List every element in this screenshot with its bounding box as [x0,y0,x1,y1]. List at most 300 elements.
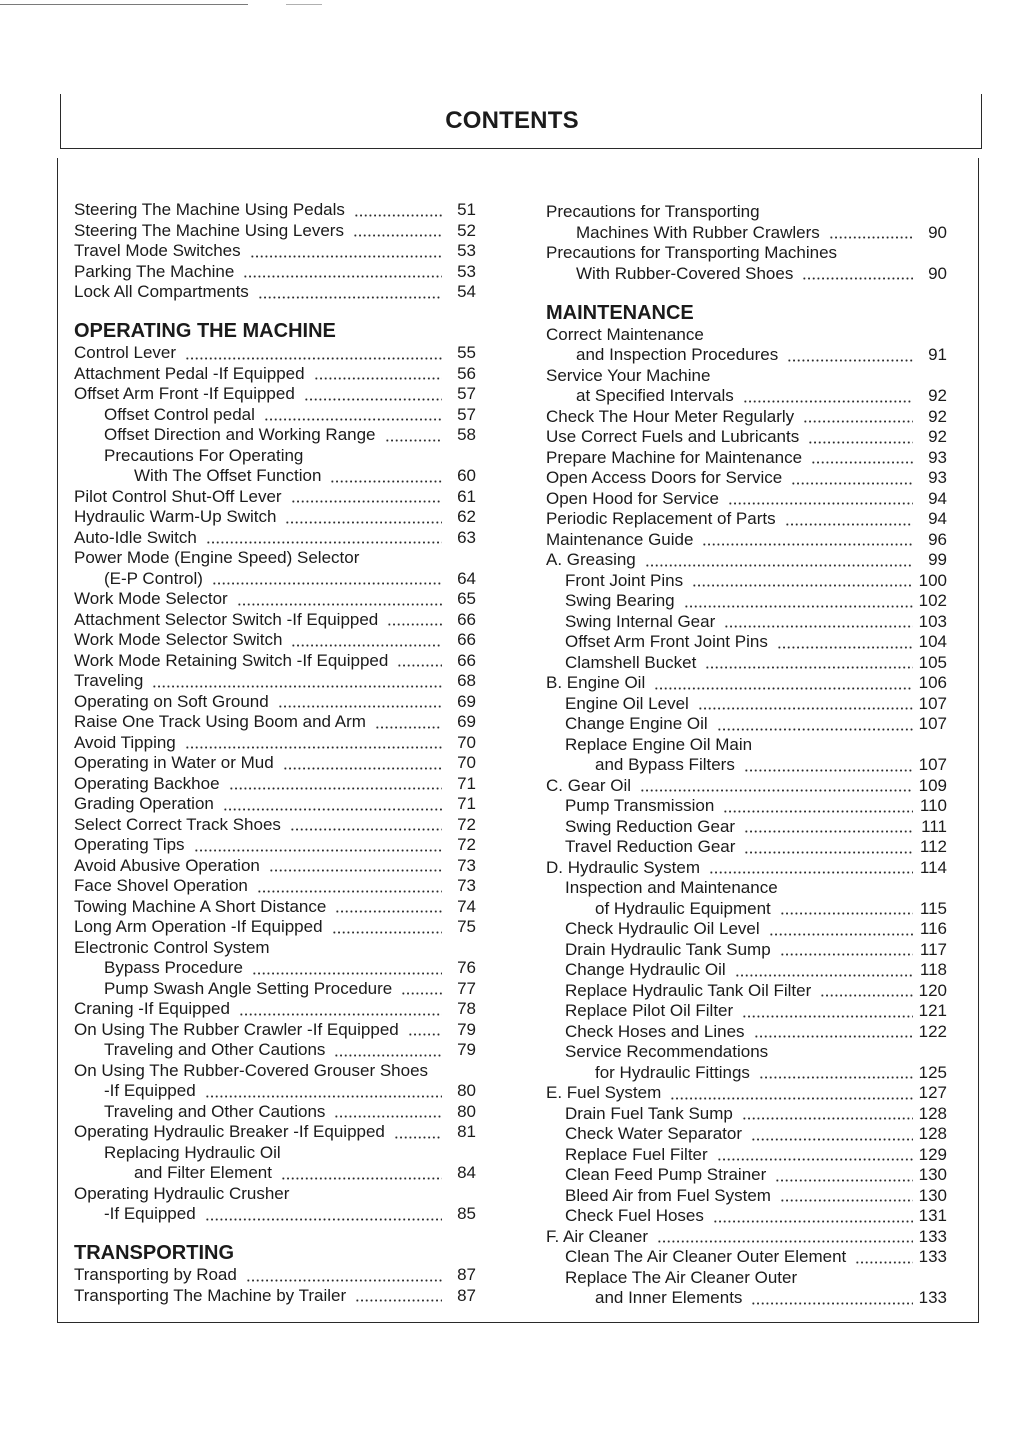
toc-entry-line [546,694,947,715]
toc-entry [546,1083,947,1104]
toc-entry-line [74,548,476,569]
toc-entry-line [74,1122,476,1143]
toc-entry [546,858,947,879]
entry-title: Machines With Rubber Crawlers [576,222,820,242]
toc-entry-line [74,794,476,815]
entry-title: Operating in Water or Mud [74,753,274,772]
page-number: 99 [928,550,947,569]
page-number: 92 [928,406,947,426]
entry-title: and Inner Elements [595,1288,743,1307]
entry-title: Offset Arm Front Joint Pins [565,632,768,651]
entry-title: Periodic Replacement of Parts [546,509,776,528]
toc-entry [74,241,476,262]
toc-entry [74,671,476,692]
entry-title: Operating Hydraulic Breaker -If Equipped [74,1122,385,1141]
toc-entry-line [74,528,476,549]
page-number: 56 [457,363,476,383]
toc-entry-line [74,671,476,692]
toc-entry-line [546,612,947,633]
page-number: 105 [918,652,947,672]
toc-entry-continuation-line [104,466,476,487]
page-number: 131 [918,1206,947,1225]
toc-entry [546,1227,947,1248]
dot-leader [751,1302,912,1305]
dot-leader [252,972,442,975]
entry-title: Check Hydraulic Oil Level [565,919,760,938]
toc-entry [546,366,947,407]
toc-entry-continuation-line [576,223,947,244]
toc-entry [74,774,476,795]
toc-entry-line [74,917,476,938]
dot-leader [212,582,442,585]
toc-entry-continuation-line [104,1081,476,1102]
page-number: 64 [457,568,476,588]
toc-entry [546,714,947,735]
dot-leader [803,420,913,423]
entry-title: Open Access Doors for Service [546,468,783,487]
toc-entry [74,999,476,1020]
toc-entry [74,1061,476,1102]
page-number: 109 [918,775,947,795]
toc-entry-line [74,241,476,262]
page-number: 115 [919,898,947,918]
entry-title: Service Recommendations [565,1042,769,1061]
toc-entry-line [74,856,476,877]
toc-entry [74,958,476,979]
toc-entry-line [546,1247,947,1268]
page-number: 63 [457,527,476,547]
toc-entry [546,612,947,633]
page-number: 87 [457,1265,476,1284]
toc-entry-line [74,610,476,631]
dot-leader [777,646,913,649]
toc-entry [546,509,947,530]
entry-title: Operating Tips [74,835,185,854]
entry-title: Engine Oil Level [565,693,689,713]
toc-entry-continuation-line [576,1288,947,1309]
entry-title: Use Correct Fuels and Lubricants [546,427,800,446]
entry-title: Traveling and Other Cautions [104,1040,326,1059]
page-number: 73 [457,876,476,895]
page-number: 66 [457,650,476,670]
page-number: 71 [457,773,476,793]
dot-leader [713,1220,913,1223]
toc-entry [74,507,476,528]
toc-entry [74,856,476,877]
toc-entry [546,1206,947,1227]
page-number: 81 [457,1122,476,1141]
toc-entry-line [546,1104,947,1125]
toc-entry [74,876,476,897]
toc-entry-line [546,1268,947,1289]
page-number: 72 [457,814,476,834]
dot-leader [684,605,913,608]
dot-leader [401,992,442,995]
entry-title: Raise One Track Using Boom and Arm [74,712,366,731]
entry-title: Steering The Machine Using Levers [74,220,344,240]
entry-title: of Hydraulic Equipment [595,898,771,918]
dot-leader [855,1261,912,1264]
dot-leader [775,1179,912,1182]
toc-entry-line [546,591,947,612]
page-title: CONTENTS [445,107,579,134]
dot-leader [291,644,442,647]
entry-title: Precautions For Operating [104,445,304,465]
page-number: 60 [457,466,476,485]
toc-entry [74,221,476,242]
toc-entry [74,733,476,754]
dot-leader [808,441,913,444]
toc-entry-continuation-line [576,386,947,407]
dot-leader [205,1218,442,1221]
dot-leader [335,910,442,913]
toc-entry [74,979,476,1000]
dot-leader [334,1054,442,1057]
toc-entry-line [74,835,476,856]
entry-title: Precautions for Transporting Machines [546,243,838,262]
scan-edge-line [286,4,322,5]
page-number: 94 [928,509,947,528]
toc-entry [74,1040,476,1061]
dot-leader [246,1279,442,1282]
dot-leader [223,808,442,811]
toc-entry [546,1247,947,1268]
entry-title: Clean The Air Cleaner Outer Element [565,1247,847,1266]
toc-column-right [546,202,947,1309]
toc-entry [546,571,947,592]
dot-leader [206,541,442,544]
toc-entry-line [546,858,947,879]
toc-entry-line [546,714,947,735]
dot-leader [724,625,912,628]
page-number: 120 [918,980,947,1000]
dot-leader [780,912,913,915]
dot-leader [744,851,913,854]
toc-entry [546,1186,947,1207]
toc-entry-line [546,653,947,674]
page-number: 125 [918,1062,947,1082]
toc-entry [546,1145,947,1166]
entry-title: Replace Fuel Filter [565,1144,708,1164]
page-number: 107 [918,714,947,733]
toc-entry-line [546,571,947,592]
page-number: 62 [457,507,476,526]
entry-title: F. Air Cleaner [546,1226,649,1246]
dot-leader [394,1136,442,1139]
page-number: 128 [918,1103,947,1123]
toc-entry-line [74,343,476,364]
toc-entry-line [546,878,947,899]
dot-leader [281,1177,442,1180]
toc-entry [74,815,476,836]
toc-entry-line [546,366,947,387]
dot-leader [791,482,913,485]
dot-leader [257,890,442,893]
toc-entry-line [74,999,476,1020]
dot-leader [194,849,442,852]
dot-leader [354,214,442,217]
toc-entry-line [74,1286,476,1307]
toc-entry-line [546,509,947,530]
toc-entry-line [74,712,476,733]
toc-entry-line [546,960,947,981]
entry-title: Lock All Compartments [74,282,249,301]
entry-title: Steering The Machine Using Pedals [74,200,345,219]
page-number: 102 [918,591,947,610]
dot-leader [397,664,442,667]
page-number: 57 [457,404,476,424]
toc-entry [74,1020,476,1041]
toc-entry-line [74,733,476,754]
entry-title: Work Mode Retaining Switch -If Equipped [74,650,389,670]
entry-title: Check Hoses and Lines [565,1021,745,1041]
toc-entry-line [546,735,947,756]
entry-title: With Rubber-Covered Shoes [576,263,794,283]
toc-entry-line [74,487,476,508]
page-number: 128 [918,1124,947,1143]
entry-title: Clamshell Bucket [565,652,697,672]
entry-title: Power Mode (Engine Speed) Selector [74,548,360,567]
toc-entry-line [74,384,476,405]
entry-title: Pump Transmission [565,796,715,815]
toc-entry-line [74,876,476,897]
page-number: 93 [928,468,947,487]
toc-entry [74,343,476,364]
toc-entry [74,938,476,959]
page-number: 127 [918,1083,947,1102]
dot-leader [743,400,913,403]
toc-entry [74,610,476,631]
entry-title: On Using The Rubber-Covered Grouser Shoes [74,1060,429,1080]
dot-leader [229,787,442,790]
dot-leader [185,746,442,749]
entry-title: Maintenance Guide [546,529,694,549]
page-number: 90 [928,222,947,242]
toc-entry [74,528,476,549]
toc-entry [74,589,476,610]
toc-entry-line [546,1186,947,1207]
toc-entry [546,919,947,940]
section-heading: TRANSPORTING [74,1242,234,1264]
entry-title: Swing Bearing [565,591,675,610]
toc-entry [546,1124,947,1145]
toc-entry [546,735,947,776]
entry-title: C. Gear Oil [546,775,632,795]
toc-entry-continuation-line [104,569,476,590]
page-number: 90 [928,263,947,283]
entry-title: Replace Hydraulic Tank Oil Filter [565,980,812,1000]
entry-title: Work Mode Selector Switch [74,630,283,649]
toc-entry [74,753,476,774]
toc-entry-line [74,630,476,651]
toc-entry [546,1001,947,1022]
toc-entry [74,794,476,815]
toc-entry-line [74,651,476,672]
toc-entry [546,632,947,653]
toc-entry [546,817,947,838]
page-number: 76 [457,958,476,977]
entry-title: Replace The Air Cleaner Outer [565,1267,798,1287]
dot-leader [375,726,442,729]
toc-entry-line [546,530,947,551]
toc-entry [546,653,947,674]
toc-entry [74,712,476,733]
dot-leader [408,1033,442,1036]
dot-leader [355,1299,442,1302]
entry-title: Clean Feed Pump Strainer [565,1165,767,1184]
dot-leader [820,994,912,997]
toc-entry [546,325,947,366]
entry-title: Front Joint Pins [565,570,684,590]
toc-entry [74,897,476,918]
entry-title: Work Mode Selector [74,589,228,608]
dot-leader [654,687,912,690]
page-number: 96 [928,529,947,549]
toc-entry-line [546,940,947,961]
page-number: 84 [457,1163,476,1182]
dot-leader [332,931,442,934]
toc-entry [546,448,947,469]
entry-title: Offset Arm Front -If Equipped [74,384,295,403]
toc-entry-line [74,262,476,283]
toc-entry-line [546,448,947,469]
page-number: 93 [928,447,947,467]
page-number: 70 [457,732,476,752]
toc-entry-line [546,243,947,264]
entry-title: Swing Internal Gear [565,611,716,631]
entry-title: Avoid Abusive Operation [74,855,260,875]
page-number: 110 [919,796,947,815]
entry-title: B. Engine Oil [546,673,646,692]
entry-title: Offset Control pedal [104,404,255,424]
toc-entry-line [74,1265,476,1286]
dot-leader [657,1240,913,1243]
dot-leader [645,564,913,567]
page-number: 107 [918,693,947,713]
toc-entry [74,1286,476,1307]
toc-entry [74,630,476,651]
page-number: 54 [457,282,476,301]
dot-leader [744,769,913,772]
toc-entry-line [74,958,476,979]
entry-title: Travel Mode Switches [74,241,241,260]
page-number: 75 [457,917,476,936]
dot-leader [780,1199,913,1202]
toc-entry [546,489,947,510]
entry-title: Check The Hour Meter Regularly [546,406,795,426]
toc-entry-line [546,817,947,838]
entry-title: Prepare Machine for Maintenance [546,447,803,467]
toc-entry [74,384,476,405]
dot-leader [243,275,442,278]
dot-leader [291,500,442,503]
toc-entry [74,835,476,856]
toc-entry [546,776,947,797]
toc-entry [74,692,476,713]
page-number: 111 [921,816,947,836]
toc-entry [546,694,947,715]
dot-leader [692,584,913,587]
toc-entry-line [74,1061,476,1082]
entry-title: Bypass Procedure [104,958,243,977]
entry-title: Grading Operation [74,794,214,813]
toc-entry-line [546,1001,947,1022]
dot-leader [705,666,912,669]
entry-title: Offset Direction and Working Range [104,425,376,444]
page-number: 92 [928,427,947,446]
entry-title: and Inspection Procedures [576,345,779,364]
dot-leader [829,236,913,239]
dot-leader [702,543,913,546]
dot-leader [239,1013,442,1016]
toc-entry [546,202,947,243]
toc-entry-continuation-line [576,899,947,920]
dot-leader [205,1095,442,1098]
toc-entry-line [74,753,476,774]
dot-leader [640,789,913,792]
toc-entry [546,591,947,612]
toc-entry-line [546,1227,947,1248]
toc-entry-line [546,1206,947,1227]
toc-entry-line [74,1102,476,1123]
page-number: 79 [457,1019,476,1039]
toc-entry-line [546,981,947,1002]
scan-edge-line [0,4,248,5]
dot-leader [709,871,913,874]
toc-entry-line [546,550,947,571]
toc-entry-line [546,489,947,510]
page-number: 106 [918,673,947,692]
dot-leader [759,1076,913,1079]
toc-entry-line [74,425,476,446]
page-number: 91 [928,345,947,364]
entry-title: Operating Hydraulic Crusher [74,1183,290,1203]
page-number: 114 [919,857,947,877]
toc-entry-line [74,938,476,959]
toc-entry [74,262,476,283]
toc-entry-line [546,796,947,817]
page-number: 80 [457,1081,476,1100]
entry-title: Long Arm Operation -If Equipped [74,917,323,936]
entry-title: Traveling [74,671,144,690]
entry-title: With The Offset Function [134,466,322,485]
toc-entry [74,651,476,672]
entry-title: Control Lever [74,343,177,362]
entry-title: Pump Swash Angle Setting Procedure [104,978,393,998]
toc-entry-line [74,1040,476,1061]
entry-title: Service Your Machine [546,365,711,385]
page-number: 68 [457,671,476,690]
toc-entry [546,837,947,858]
entry-title: Transporting by Road [74,1265,237,1284]
toc-entry-line [74,507,476,528]
dot-leader [314,377,442,380]
entry-title: Pilot Control Shut-Off Lever [74,486,282,506]
toc-entry [74,425,476,446]
entry-title: Transporting The Machine by Trailer [74,1285,347,1305]
toc-entry-line [546,1124,947,1145]
dot-leader [787,359,913,362]
toc-entry [546,468,947,489]
dot-leader [269,869,442,872]
dot-leader [717,728,913,731]
toc-entry-line [74,405,476,426]
page-number: 130 [918,1185,947,1205]
page-number: 69 [457,712,476,731]
toc-entry-line [546,427,947,448]
dot-leader [258,296,442,299]
toc-entry [74,1122,476,1143]
